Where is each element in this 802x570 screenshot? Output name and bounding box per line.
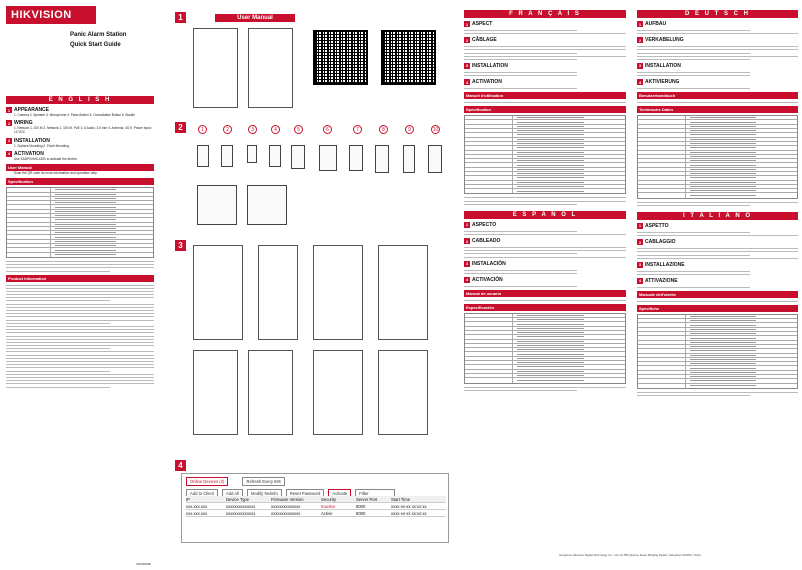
lang-header-english: E N G L I S H <box>6 96 154 104</box>
section-number: 1 <box>638 21 642 27</box>
german-italian-column <box>633 0 802 570</box>
surface-mount-diagram <box>193 245 243 340</box>
section-number: 4 <box>638 79 642 85</box>
manual-bar-es: Manual de usuario <box>464 290 626 297</box>
qr-code-icon <box>313 30 368 85</box>
figure-number: 4 <box>175 460 186 471</box>
component-drawing <box>375 145 389 173</box>
surface-mount-side-diagram <box>258 245 298 340</box>
table-row[interactable] <box>186 510 446 517</box>
section-aspetto <box>637 223 798 229</box>
section-cablage <box>464 37 626 43</box>
part-number: 3 <box>248 125 257 134</box>
spec-bar-es: Especificación <box>464 304 626 311</box>
section-number: 3 <box>465 63 469 69</box>
spec-notes <box>6 261 154 272</box>
guide-title <box>70 30 126 50</box>
spec-table-de <box>637 115 798 199</box>
section-title: ASPECT <box>472 21 493 27</box>
component-drawing <box>349 145 363 171</box>
section-title: CÂBLAGE <box>472 37 497 44</box>
part-number: 8 <box>379 125 388 134</box>
section-number: 3 <box>7 138 11 144</box>
section-cablaggio <box>637 239 798 245</box>
section-installazione <box>637 262 798 268</box>
device-type-cell: xxxxxxxxxxxxxx <box>226 510 256 516</box>
refresh-button[interactable]: Refresh Every 60s <box>242 477 284 486</box>
spec-bar-de: Technische Daten <box>637 106 798 113</box>
start-time-cell: xxxx-xx-xx xx:xx:xx <box>391 510 427 516</box>
company-footer: Hangzhou Hikvision Digital Technology Co., Ltd. No.555 Qianmo Road, Binjiang District, Hangzhou 310051, China <box>559 553 701 557</box>
legal-text <box>6 285 154 388</box>
wall-installation-diagram <box>378 245 428 340</box>
section-title: CABLAGGIO <box>645 239 676 246</box>
column-header: Server Port <box>356 496 378 502</box>
section-attivazione <box>637 278 798 284</box>
part-number: 5 <box>294 125 303 134</box>
section-number: 1 <box>638 223 642 229</box>
ip-cell: xxx.xxx.xxx <box>186 510 208 516</box>
component-drawing <box>269 145 281 167</box>
flush-mount-front-diagram <box>313 350 363 435</box>
brand-logo: HIKVISION <box>6 6 96 24</box>
component-drawing <box>221 145 233 167</box>
ip-cell: xxx.xxx.xxx <box>186 503 208 509</box>
specification-bar: Specification <box>6 178 154 185</box>
component-drawing <box>197 145 209 167</box>
column-header: Start Time <box>391 496 411 502</box>
section-aspect <box>464 21 626 27</box>
manual-bar-de: Benutzerhandbuch <box>637 92 798 99</box>
section-title: AUFBAU <box>645 21 667 27</box>
product-title: Panic Alarm Station <box>70 32 127 38</box>
firmware-cell: xxxxxxxxxxxxxx <box>271 503 301 509</box>
part-number: 2 <box>223 125 232 134</box>
section-number: 2 <box>465 238 469 244</box>
section-installation-de <box>637 63 798 69</box>
section-activacion <box>464 277 626 283</box>
section-number: 4 <box>7 151 11 157</box>
part-number: 7 <box>353 125 362 134</box>
flush-mount-box-diagram <box>248 350 293 435</box>
start-time-cell: xxxx-xx-xx xx:xx:xx <box>391 503 427 509</box>
column-header: Device Type <box>226 496 249 502</box>
section-cableado <box>464 238 626 244</box>
section-number: 1 <box>465 222 469 228</box>
part-number: 1 <box>198 125 207 134</box>
section-number: 4 <box>465 277 469 283</box>
flush-mount-diagram <box>193 350 238 435</box>
section-title: ASPETTO <box>645 222 669 229</box>
wiring-text: 1. Network 1, 100 M 2. Network 2, 100 M, PoE 3. 6 Audio, 3.5 mm 4. Antenna, 4G 5. Power Input: 12 VDC <box>14 126 152 135</box>
section-title: ACTIVACIÓN <box>472 276 503 283</box>
component-drawing <box>403 145 415 173</box>
section-title: INSTALLATION <box>645 62 681 69</box>
spec-table <box>6 187 154 258</box>
french-spanish-column <box>460 0 630 570</box>
section-instalacion <box>464 261 626 267</box>
spec-bar-it: Specifiche <box>637 305 798 312</box>
section-title: AKTIVIERUNG <box>645 79 680 86</box>
manual-bar-it: Manuale dell'utente <box>637 291 798 298</box>
column-header: Firmware Version <box>271 496 304 502</box>
section-number: 3 <box>638 63 642 69</box>
section-title: INSTALLAZIONE <box>645 261 685 268</box>
device-side-view <box>248 28 293 108</box>
section-number: 2 <box>638 37 642 43</box>
section-title: CABLEADO <box>472 238 501 245</box>
security-cell: Active <box>321 510 333 516</box>
section-title: ACTIVATION <box>472 79 502 86</box>
section-number: 1 <box>7 107 11 113</box>
column-header: IP <box>186 496 190 502</box>
user-manual-banner: User Manual <box>215 14 295 22</box>
product-information-bar: Product Information <box>6 275 154 282</box>
activation-text: Use SADP/iVMS-4200 to activate the device. <box>14 156 78 161</box>
section-number: 3 <box>638 262 642 268</box>
section-aktivierung <box>637 79 798 85</box>
spec-table-it <box>637 314 798 389</box>
document-code: UD00000B <box>136 562 151 566</box>
section-number: 1 <box>465 21 469 27</box>
figure-number: 3 <box>175 240 186 251</box>
reset-password-button[interactable]: Reset Password <box>286 489 325 498</box>
section-number: 2 <box>7 120 11 126</box>
component-drawing <box>247 145 257 163</box>
figure-number: 2 <box>175 122 186 133</box>
section-number: 3 <box>465 261 469 267</box>
wiring-diagram <box>197 185 237 225</box>
activate-button[interactable]: Activate <box>328 489 351 498</box>
lang-header-german: D E U T S C H <box>637 10 798 18</box>
device-type-cell: xxxxxxxxxxxxxx <box>226 503 256 509</box>
spec-table-fr <box>464 115 626 194</box>
section-aspecto <box>464 222 626 228</box>
spec-table-es <box>464 313 626 384</box>
modify-netinfo-button[interactable]: Modify Netinfo <box>247 489 282 498</box>
table-row[interactable] <box>186 503 446 510</box>
part-number: 9 <box>405 125 414 134</box>
sadp-window <box>181 473 449 543</box>
section-verkabelung <box>637 37 798 43</box>
online-devices-label: Online Devices (2) <box>186 477 228 486</box>
component-drawing <box>428 145 442 173</box>
lang-header-italian: I T A L I A N O <box>637 212 798 220</box>
section-title: ACTIVATION <box>14 150 44 157</box>
section-title: INSTALLATION <box>14 137 50 144</box>
section-title: ASPECTO <box>472 221 497 228</box>
english-column <box>0 0 160 570</box>
manual-bar-fr: Manuel d'utilisation <box>464 92 626 99</box>
filter-input[interactable]: Filter <box>355 489 395 498</box>
mounting-plate-diagram <box>313 245 363 340</box>
figure-number: 1 <box>175 12 186 23</box>
port-cell: 8000 <box>356 503 366 509</box>
device-front-view <box>193 28 238 108</box>
section-installation-fr <box>464 63 626 69</box>
column-header: Security <box>321 496 337 502</box>
section-activation-fr <box>464 79 626 85</box>
section-number: 2 <box>638 239 642 245</box>
section-title: APPEARANCE <box>14 107 50 113</box>
add-to-client-button[interactable]: Add to Client <box>186 489 218 498</box>
flush-mount-final-diagram <box>378 350 428 435</box>
user-manual-bar: User Manual <box>6 164 154 171</box>
table-header <box>186 496 446 503</box>
add-all-button[interactable]: Add All <box>222 489 243 498</box>
port-cell: 8000 <box>356 510 366 516</box>
part-number: 6 <box>323 125 332 134</box>
part-number: 4 <box>271 125 280 134</box>
section-title: WIRING <box>14 120 33 127</box>
component-drawing <box>319 145 337 171</box>
spec-bar-fr: Spécification <box>464 106 626 113</box>
section-title: VERKABELUNG <box>645 37 684 44</box>
section-title: INSTALACIÓN <box>472 260 506 267</box>
security-cell: Inactive <box>321 503 336 509</box>
lang-header-spanish: E S P A Ñ O L <box>464 211 626 219</box>
component-drawing <box>291 145 305 169</box>
firmware-cell: xxxxxxxxxxxxxx <box>271 510 301 516</box>
section-number: 4 <box>465 79 469 85</box>
installation-text: 1. Surface Mounting 2. Flush Mounting <box>14 143 69 148</box>
figures-column <box>163 0 455 570</box>
user-manual-text: Scan the QR code for more information and operation help. <box>14 171 98 176</box>
section-title: INSTALLATION <box>472 62 508 69</box>
appearance-text: 1. Camera 2. Speaker 3. Microphone 4. Panic Button 5. Consultation Button 6. Buckle <box>14 113 136 117</box>
lang-header-french: F R A N Ç A I S <box>464 10 626 18</box>
part-number: 10 <box>432 126 439 133</box>
section-aufbau <box>637 21 798 27</box>
device-table <box>186 496 446 517</box>
qr-code-icon <box>381 30 436 85</box>
wiring-diagram <box>247 185 287 225</box>
section-number: 4 <box>638 278 642 284</box>
section-title: ATTIVAZIONE <box>645 277 678 284</box>
section-number: 2 <box>465 37 469 43</box>
guide-subtitle: Quick Start Guide <box>70 42 121 48</box>
